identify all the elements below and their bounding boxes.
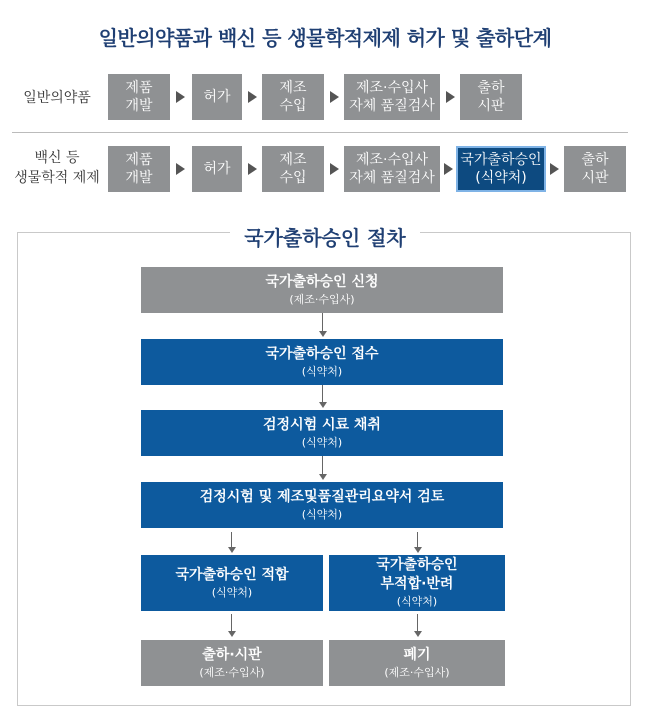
arrow-right-icon: [446, 91, 455, 103]
arrow-right-icon: [248, 91, 257, 103]
flow-connector: [417, 614, 418, 632]
arrow-down-icon: [414, 631, 422, 637]
arrow-down-icon: [228, 631, 236, 637]
flow-step-receipt: [141, 339, 503, 385]
step-label: 제조: [279, 152, 307, 168]
row2-step-product-dev: [108, 146, 170, 192]
step-label: 개발: [125, 170, 153, 186]
flow-step-sub: (식약처): [301, 364, 343, 378]
step-label: 수입: [279, 98, 307, 114]
step-label: 제조·수입사: [355, 80, 429, 96]
arrow-right-icon: [176, 163, 185, 175]
flow-step-sub: (식약처): [301, 507, 343, 521]
arrow-right-icon: [176, 91, 185, 103]
flow-step-discard: [329, 640, 505, 686]
row1-label: 일반의약품: [23, 90, 91, 106]
arrow-right-icon: [248, 163, 257, 175]
row1-step-manufacture: [262, 74, 324, 120]
step-label: 수입: [279, 170, 307, 186]
flow-connector: [322, 456, 323, 475]
flow-step-title: 출하·시판: [202, 646, 262, 663]
row2-step-manufacture: [262, 146, 324, 192]
flow-step-fail: [329, 555, 505, 611]
flow-step-sub: (식약처): [301, 435, 343, 449]
arrow-down-icon: [228, 547, 236, 553]
arrow-down-icon: [319, 402, 327, 408]
step-label: 자체 품질검사: [349, 170, 435, 186]
flow-connector: [231, 614, 232, 632]
arrow-right-icon: [330, 163, 339, 175]
flow-connector: [322, 385, 323, 403]
arrow-down-icon: [414, 547, 422, 553]
flow-step-sub: (제조·수입사): [384, 665, 450, 679]
row1-step-release: [460, 74, 522, 120]
step-label: 개발: [125, 98, 153, 114]
flow-step-sub: (제조·수입사): [199, 665, 265, 679]
arrow-down-icon: [319, 474, 327, 480]
row2-step-approval: [192, 146, 242, 192]
flow-step-title: 국가출하승인 접수: [265, 345, 379, 362]
flow-step-title: 폐기: [403, 646, 431, 663]
step-label: 국가출하승인: [460, 152, 542, 168]
flow-step-sub: (제조·수입사): [289, 292, 355, 306]
row1-step-approval: [192, 74, 242, 120]
step-label: 제품: [125, 152, 153, 168]
row1-step-product-dev: [108, 74, 170, 120]
flow-step-title: 부적합·반려: [380, 576, 454, 592]
row1-step-self-qc: [344, 74, 440, 120]
step-label: 시판: [477, 98, 505, 114]
flow-connector: [417, 532, 418, 548]
row2-step-national-lot-release: [456, 146, 546, 192]
procedure-title: [0, 222, 650, 251]
arrow-right-icon: [550, 163, 559, 175]
flow-step-title: 검정시험 및 제조및품질관리요약서 검토: [199, 488, 445, 505]
arrow-right-icon: [330, 91, 339, 103]
flow-step-sampling: [141, 410, 503, 456]
step-label: 시판: [581, 170, 609, 186]
flow-step-sub: (식약처): [211, 585, 253, 599]
flow-step-release: [141, 640, 323, 686]
step-label: 자체 품질검사: [349, 98, 435, 114]
flow-connector: [322, 313, 323, 332]
step-label: 제조: [279, 80, 307, 96]
flow-step-title: 국가출하승인 신청: [265, 273, 379, 290]
flow-connector: [231, 532, 232, 548]
step-label: 제품: [125, 80, 153, 96]
step-label: 허가: [203, 161, 231, 177]
step-label: 제조·수입사: [355, 152, 429, 168]
step-label: (식약처): [475, 170, 527, 186]
step-label: 출하: [477, 80, 505, 96]
flow-step-pass: [141, 555, 323, 611]
flow-step-apply: [141, 267, 503, 313]
step-label: 허가: [203, 89, 231, 105]
row2-step-self-qc: [344, 146, 440, 192]
flow-step-title: 검정시험 시료 채취: [263, 416, 381, 433]
flow-step-title: 국가출하승인 적합: [175, 566, 289, 583]
step-label: 출하: [581, 152, 609, 168]
divider: [12, 132, 628, 133]
flow-step-sub: (식약처): [396, 595, 438, 608]
flow-step-review: [141, 482, 503, 528]
flow-step-title: 국가출하승인: [376, 557, 458, 573]
row2-step-release: [564, 146, 626, 192]
arrow-down-icon: [319, 331, 327, 337]
arrow-right-icon: [444, 163, 453, 175]
row2-label-line1: 백신 등: [34, 150, 80, 166]
row2-label-line2: 생물학적 제제: [14, 170, 100, 186]
row2-label: [8, 148, 106, 188]
page-title: 일반의약품과 백신 등 생물학적제제 허가 및 출하단계: [98, 26, 552, 50]
procedure-title-text: 국가출하승인 절차: [230, 226, 420, 250]
